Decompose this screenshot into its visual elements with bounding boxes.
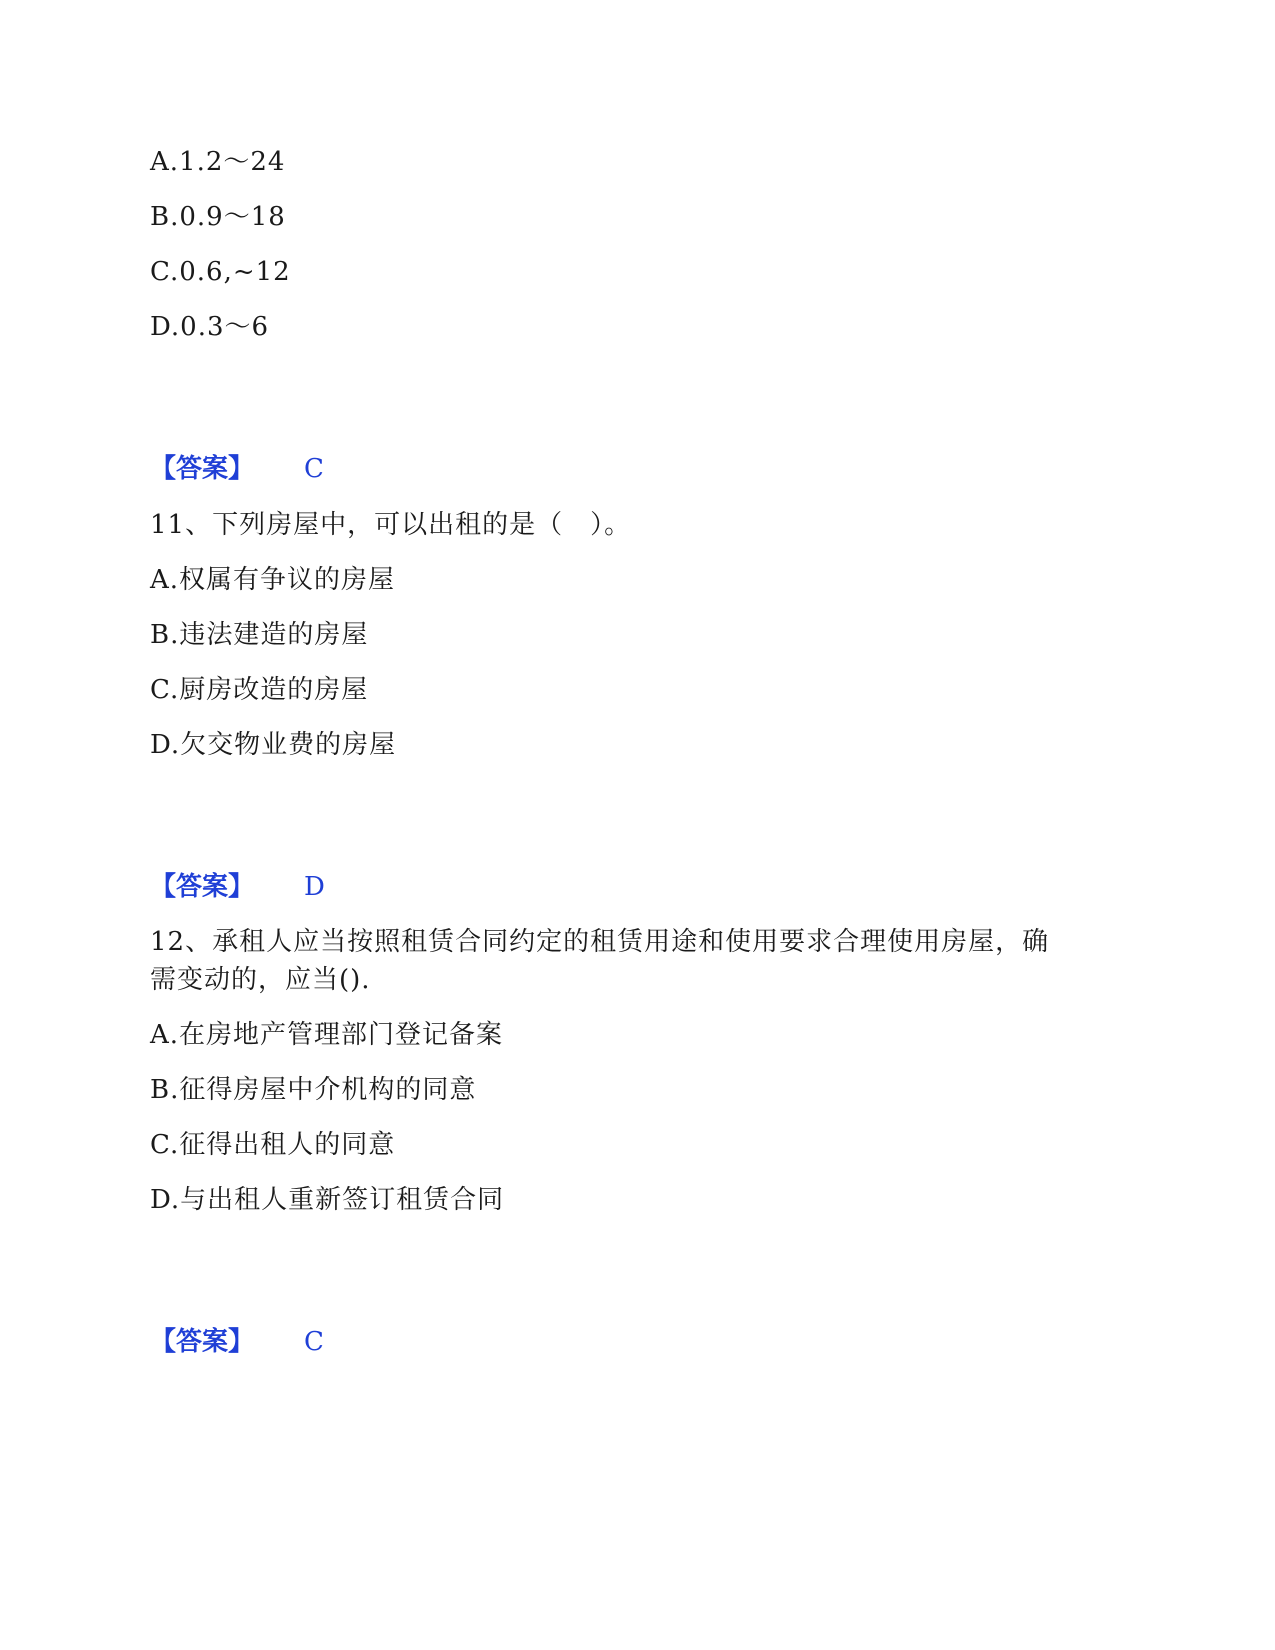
q12-option-b: B.征得房屋中介机构的同意	[150, 1075, 477, 1105]
q12-stem-line1: 12、承租人应当按照租赁合同约定的租赁用途和使用要求合理使用房屋，确	[150, 927, 1050, 957]
q11-answer	[150, 870, 325, 904]
q10-option-a: A.1.2～24	[150, 147, 286, 177]
q10-option-c: C.0.6,~12	[150, 257, 291, 287]
answer-label: 【答案】	[150, 1327, 255, 1357]
answer-value: C	[304, 454, 324, 484]
q10-option-b: B.0.9～18	[150, 202, 286, 232]
answer-value: D	[304, 872, 325, 902]
q11-option-d: D.欠交物业费的房屋	[150, 730, 397, 760]
q11-option-b: B.违法建造的房屋	[150, 620, 369, 650]
q11-option-c: C.厨房改造的房屋	[150, 675, 369, 705]
q11-option-a: A.权属有争议的房屋	[150, 565, 396, 595]
q11-stem: 11、下列房屋中，可以出租的是（ ）。	[150, 510, 632, 540]
q10-answer	[150, 452, 324, 486]
q12-answer	[150, 1325, 324, 1359]
q12-option-c: C.征得出租人的同意	[150, 1130, 396, 1160]
q12-stem-line2: 需变动的，应当().	[150, 965, 371, 995]
answer-label: 【答案】	[150, 872, 255, 902]
q12-option-a: A.在房地产管理部门登记备案	[150, 1020, 504, 1050]
answer-label: 【答案】	[150, 454, 255, 484]
q12-option-d: D.与出租人重新签订租赁合同	[150, 1185, 505, 1215]
answer-value: C	[304, 1327, 324, 1357]
q10-option-d: D.0.3～6	[150, 312, 270, 342]
